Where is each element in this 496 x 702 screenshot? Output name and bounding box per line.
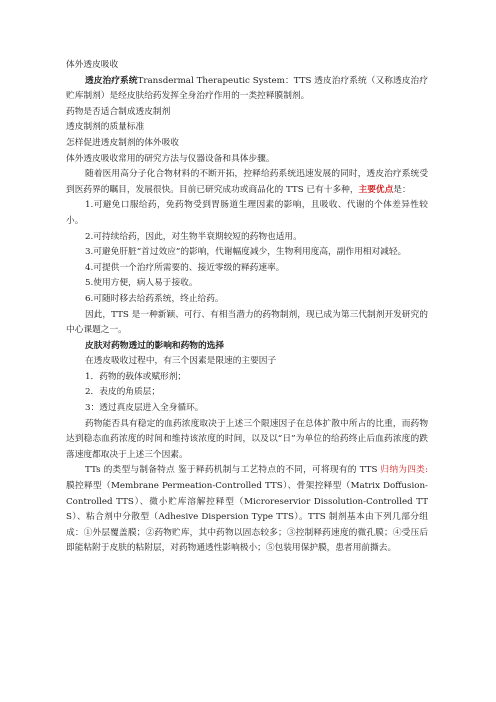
tts-definition-text: Transdermal Therapeutic System：TTS 透皮治疗系统（又称透皮治疗贮库制剂）是经皮肤给药发挥全身治疗作用的一类控释膜制剂。 — [66, 75, 429, 102]
question-2: 透皮制剂的质量标准 — [66, 122, 145, 133]
advantage-item: 4.可提供一个治疗所需要的、接近零级的释药速率。 — [85, 262, 285, 273]
factor-item: 1．药物的载体或赋形剂； — [85, 371, 187, 382]
types-text-rest: 膜控释型（Membrane Permeation-Controlled TTS）、骨架控释型（Matrix Doffusion-Controlled TTS）、微小贮库溶解控释型（Microreservior Dissolution-Controlled TTS）、粘合剂中分散型（Adhesive Dispersion Type TTS）。TTS 制剂基本由下列几部分组成：①外层覆盖膜；②药物贮库，其中药物以固态较多；③控制释药速度的微孔膜；④受压后即能粘附于皮肤的粘附层，对药物通透性影响极小；⑤包装用保护膜，患者用前撕去。 — [66, 481, 428, 554]
question-3: 怎样促进透皮制剂的体外吸收 — [66, 137, 179, 148]
intro-paragraph — [66, 167, 428, 198]
main-advantages-highlight: 主要优点 — [358, 184, 394, 195]
section-heading: 皮肤对药物透过的影响和药物的选择 — [85, 340, 224, 351]
types-paragraph — [66, 463, 428, 557]
factors-intro: 在透皮吸收过程中，有三个因素是限速的主要因子 — [85, 356, 277, 367]
intro-text: 随着医用高分子化合物材料的不断开拓，控释给药系统迅速发展的同时，透皮治疗系统受到医药界的瞩目，发展很快。目前已研究成功或商品化的 TTS 已有十多种， — [66, 169, 428, 195]
release-paragraph: 药物能否具有稳定的血药浓度取决于上述三个限速因子在总体扩散中所占的比重，而药物达到稳态血药浓度的时间和维持该浓度的时间，以及以“日”为单位的给药终止后血药浓度的跌落速度都取决于上述三个因素。 — [66, 418, 428, 460]
four-types-highlight: 归纳为四类: — [380, 465, 428, 476]
advantage-item: 1.可避免口服给药，免药物受到胃肠道生理因素的影响，且吸收、代谢的个体差异性较小。 — [66, 200, 428, 226]
tts-term: 透皮治疗系统 — [85, 75, 138, 86]
types-text: TTs 的类型与制备特点 鉴于释药机制与工艺特点的不同，可将现有的 TTS — [85, 465, 381, 476]
intro-text-end: 是： — [393, 184, 411, 195]
advantage-item: 2.可持续给药，因此，对生物半衰期较短的药物也适用。 — [85, 231, 302, 242]
factor-item: 2．表皮的角质层； — [85, 387, 161, 398]
conclusion-paragraph: 因此，TTS 是一种新颖、可行、有相当潜力的药物制剂，现已成为第三代制剂开发研究的中心课题之一。 — [66, 309, 428, 336]
doc-title-line: 体外透皮吸收 — [66, 60, 119, 70]
question-4: 体外透皮吸收常用的研究方法与仪器设备和具体步骤。 — [66, 153, 275, 164]
question-1: 药物是否适合制成透皮制剂 — [66, 106, 171, 117]
advantage-item: 3.可避免肝脏“首过效应”的影响，代谢幅度减少，生物利用度高，副作用相对减轻。 — [85, 247, 407, 258]
advantage-item: 5.使用方便，病人易于接收。 — [85, 278, 198, 289]
document-page — [66, 58, 428, 557]
factor-item: 3：透过真皮层进入全身循环。 — [85, 403, 204, 414]
tts-definition — [66, 74, 428, 105]
advantage-item: 6.可随时移去给药系统，终止给药。 — [85, 293, 224, 304]
